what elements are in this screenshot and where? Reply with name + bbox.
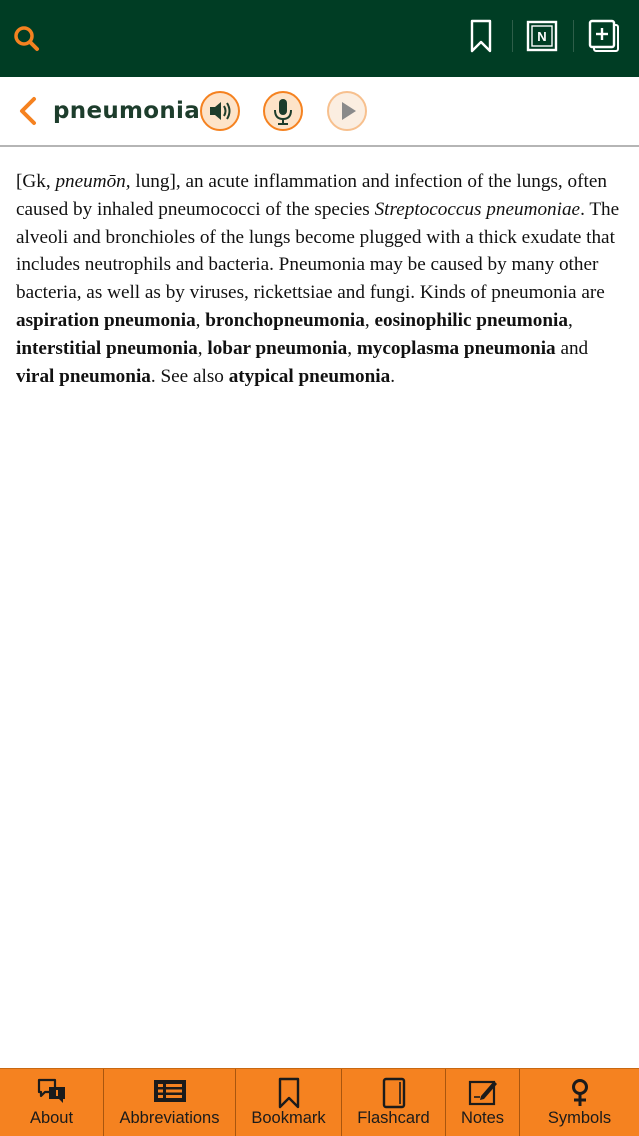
definition-text: and bbox=[555, 337, 589, 359]
tab-abbreviations[interactable] bbox=[104, 1069, 236, 1136]
tab-bookmark-label: Bookmark bbox=[251, 1109, 326, 1127]
definition-text: [Gk, bbox=[16, 171, 56, 192]
definition-text: . The alveoli and bronchioles of the lungs become plugged with a thick exudate that includes neutrophils and bacteria. Pneumonia may be caused by many other bacteria, as well as by viruses, rickettsiae and fungi. Kinds of pneumonia are bbox=[16, 198, 620, 304]
definition-text: , bbox=[364, 309, 375, 331]
back-chevron-icon[interactable] bbox=[14, 95, 42, 127]
tab-flashcard[interactable] bbox=[342, 1069, 446, 1136]
definition-species: Streptococcus pneumoniae bbox=[374, 198, 581, 220]
top-toolbar bbox=[0, 0, 639, 77]
play-icon[interactable] bbox=[326, 90, 368, 132]
speaker-icon[interactable] bbox=[199, 90, 241, 132]
chat-bubbles-icon bbox=[35, 1077, 69, 1107]
cross-reference-link[interactable]: eosinophilic pneumonia bbox=[374, 309, 568, 331]
bookmark-icon[interactable] bbox=[461, 16, 501, 56]
bookmark-icon bbox=[275, 1077, 303, 1109]
cross-reference-link[interactable]: bronchopneumonia bbox=[205, 309, 365, 331]
tab-abbreviations-label: Abbreviations bbox=[119, 1109, 220, 1127]
definition-text: . See also bbox=[150, 365, 229, 387]
female-symbol-icon bbox=[568, 1077, 592, 1109]
svg-text:N: N bbox=[537, 29, 547, 44]
microphone-icon[interactable] bbox=[262, 90, 304, 132]
edit-notes-icon bbox=[467, 1077, 499, 1107]
definition-text: , bbox=[195, 309, 206, 331]
definition-text: . bbox=[390, 365, 396, 387]
entry-header bbox=[0, 77, 639, 147]
cross-reference-link[interactable]: atypical pneumonia bbox=[228, 365, 391, 387]
definition-text: , bbox=[347, 337, 357, 359]
add-flashcard-icon[interactable] bbox=[583, 16, 623, 56]
tab-notes[interactable] bbox=[446, 1069, 520, 1136]
tab-about[interactable] bbox=[0, 1069, 104, 1136]
tab-about-label: About bbox=[29, 1109, 74, 1127]
definition-text: , bbox=[567, 309, 573, 331]
entry-title: pneumonia bbox=[53, 98, 201, 124]
tab-symbols-label: Symbols bbox=[547, 1109, 612, 1127]
definition-text: , bbox=[197, 337, 208, 359]
tab-flashcard-label: Flashcard bbox=[357, 1109, 430, 1127]
entry-definition bbox=[16, 168, 628, 390]
search-icon[interactable] bbox=[10, 22, 42, 54]
bottom-nav bbox=[0, 1068, 639, 1136]
cross-reference-link[interactable]: lobar pneumonia bbox=[207, 337, 348, 359]
tab-symbols[interactable] bbox=[520, 1069, 639, 1136]
toolbar-separator bbox=[512, 20, 513, 52]
cross-reference-link[interactable]: interstitial pneumonia bbox=[16, 337, 198, 359]
cross-reference-link[interactable]: aspiration pneumonia bbox=[16, 309, 196, 331]
cross-reference-link[interactable]: mycoplasma pneumonia bbox=[356, 337, 556, 359]
toolbar-separator bbox=[573, 20, 574, 52]
list-icon bbox=[152, 1077, 188, 1105]
tab-notes-label: Notes bbox=[460, 1109, 505, 1127]
tab-bookmark[interactable] bbox=[236, 1069, 342, 1136]
cross-reference-link[interactable]: viral pneumonia bbox=[16, 365, 151, 387]
definition-etymology: pneumōn, bbox=[55, 171, 131, 192]
definition-text: lung], an acute inflammation and infection of the lungs, often caused by inhaled pneumococci of the species bbox=[16, 171, 607, 220]
flashcard-icon bbox=[379, 1077, 409, 1109]
notes-n-icon[interactable] bbox=[522, 16, 562, 56]
